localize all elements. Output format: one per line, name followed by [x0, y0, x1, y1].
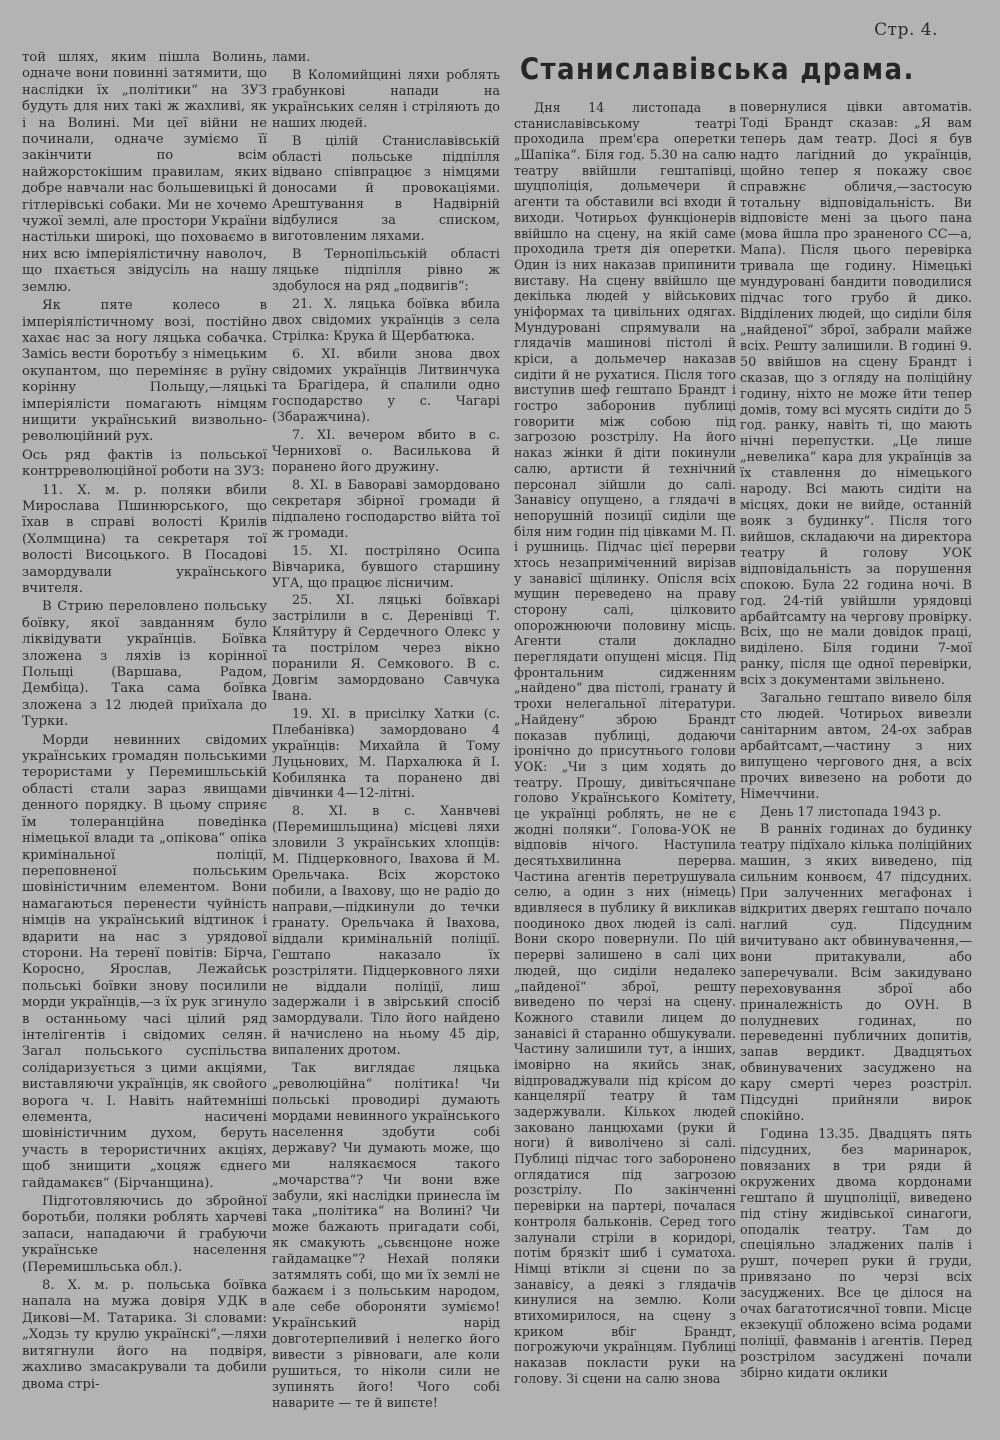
column-4	[740, 100, 972, 1384]
article-headline: Станиславівська драма.	[520, 52, 915, 86]
paragraph: 8. ХІ. в Бавораві замордовано секретаря збірної громади й підпалено господарство війта тої ж громади.	[272, 477, 500, 541]
paragraph: День 17 листопада 1943 р.	[760, 804, 942, 820]
paragraph: Так виглядає ляцька „революційна“ політика! Чи польські проводирі думають мордами невинного українського населення здобути собі державу? Чи думають може, що ми налякаємося такого „мочарства“? Чи вони вже забули, які наслідки принесла їм така „політика“ на Волині? Чи може бажають пригадати собі, як смакують „сьвєнцоне ноже гайдамацке“? Нехай поляки затямлять собі, що ми їх землі не бажаєм і з польським народом, але себе обороняти зуміємо! Український нарід довготерпеливий і нелегко його вивести з рівноваги, але коли рушиться, то ніколи сили не зупинять його! Чого собі наварите — те й випєте!	[272, 1061, 500, 1411]
column-1	[22, 50, 267, 1395]
paragraph: 21. Х. ляцька боївка вбила двох свідомих українців з села Стрілка: Крука й Щербатюка.	[272, 296, 500, 344]
paragraph: 15. ХІ. постріляно Осипа Вівчарика, бувшого старшину УГА, що працює лісничим.	[272, 543, 500, 591]
paragraph: Підготовляючись до збройної боротьби, поляки роблять харчеві запаси, нападаючи й грабуючи українське населення (Перемишльська обл.).	[22, 1194, 267, 1275]
paragraph: 25. ХІ. ляцькі боївкарі застрілили в с. Деренівці Т. Кляйтуру й Сердечного Олекс у та пострілом через вікно поранили Я. Семкового. В с. Довгім замордовано Савчука Івана.	[272, 593, 500, 704]
paragraph: 6. ХІ. вбили знова двох свідомих українців Литвинчука та Брагідера, й спалили одно господарство у с. Чагарі (Збаражчина).	[272, 346, 500, 426]
paragraph: 8. Х. м. р. польська боївка напала на мужа довіря УДК в Дикові—М. Татарика. Зі словами: „Ходзь ту крулю українскі“,—ляхи витягнули його на подвіря, жахливо змасакрували та добили двома стрі-	[22, 1278, 267, 1392]
paragraph: Дня 14 листопада в станиславівському театрі проходила прем'єра оперетки „Шапіка“. Біля год. 5.30 на салю театру ввійшли гештапівці, шуцполіція, дольмечери й агенти та обставили всі входи й виходи. Чотирьох функціонерів ввійшло на сцену, на якій саме проходила третя дія оперетки. Один із них наказав припинити виставу. На сцену ввійшло ще декілька людей у військових уніформах та цивільних одягах. Мундуровані спрямували на глядачів машинові пістолі й кріси, а дольмечер наказав сидіти й не рухатися. Після того виступив шеф гештапо Брандт і гостро заборонив публиці говорити між собою під загрозою розстрілу. На його наказ жінки й діти покинули салю, артисти й технічний персонал зійшли до салі. Занавісу опущено, а глядачі в непорушній позиції сиділи ще біля ним годин під цівками М. П. і рушниць. Підчас цієї перерви хтось незаприміченний вирізав у занавісї щілинку. Опісля всіх мущин переведено на праву сторону салі, цілковито опорожнюючи половину місць. Агенти стали докладно переглядати опущені місця. Під фронтальним сидженням „найдено“ два пістолі, гранату й трохи нелегальної літератури. „Найдену“ зброю Брандт показав публиці, додаючи іронічно до присутнього голови УОК: „Чи з цим ходять до театру. Прошу, дивітьсячпане голово Українського Комітету, це українці роблять, не не є жодні поляки“. Голова-УОК не відповів нічого. Наступила десятьхвилинна перерва. Частина агентів перетрушувала селю, а один з них (німець) вдивляеся в публику й викликав поодиноко двох людей із салі. Вони скоро повернули. По цій перерві залишено в салі цих людей, що сиділи недалеко „пайденої“ зброї, решту виведено по черзі на сцену. Кожного ставили лицем до занавісі й старанно обшукували. Частину залишили тут, а інших, імовірно на якийсь знак, відпроваджували під крісом до канцелярії театру й там задержували. Кількох людей заковано ланцюхами (руки й ноги) й виволічено зі салі. Публиці підчас того заборонено оглядатися під загрозою розстрілу. По закінченні перевірки на партері, почалася контроля бальконів. Серед того залунали стріли в коридорі, потім брязкіт шиб і суматоха. Німці втікли зі сцени по за занавісу, а деякі з глядачів кинулися на землю. Коли втихомирилося, на сцену з криком вбіг Брандт, погрожуючи українцям. Публиці наказав покласти руки на голову. Зі сцени на салю знова	[514, 100, 736, 1386]
paragraph: 8. ХІ. в с. Ханвчеві (Перемишльщина) місцеві ляхи зловили 3 українських хлопців: М. Підцерковного, Івахова й М. Орельчака. Всіх жорстоко побили, а Івахову, що не радіо до направи,—підкинули до течки гранату. Орельчака й Івахова, віддали кримінальній поліції. Гештапо наказало їх розстріляти. Підцерковного ляхи не віддали поліції, лиш задержали і в звірський спосіб замордували. Тіло його найдено й начислено на ньому 45 дір, випалених дротом.	[272, 804, 500, 1059]
column-3	[514, 100, 736, 1388]
paragraph: Година 13.35. Двадцять пять підсудних, без маринарок, повязаних в три ряди й окружених двома кордонами гештапо й шуцполіції, виведено під стіну жидівської синагоги, оподалік театру. Там до спеціяльно зладжених палів і рушт, почереп руки й груди, привязано по черзі всіх засуджених. Все це ділося на очах багатотисячної товпи. Місце екзекуції обложено всіма родами поліції, фавманів і агентів. Перед розстрілом засуджені почали збірно кидати оклики	[740, 1127, 972, 1381]
paragraph: повернулися цівки автоматів. Тоді Брандт сказав: „Я вам теперь дам театр. Досі я був надто лагідний до українців, щойно тепер я покажу своє справжнє обличя,—застосую тотальну відповідальність. Ви відповісте мені за цього пана (мова йшла про зраненого СС—а, Мапа). Після цього перевірка тривала ще годину. Німецькі мундуровані бандити поводилися підчас того грубо й дико. Відділених людей, що сиділи біля „найденої“ зброї, забрали майже всіх. Решту залишили. В годині 9. 50 ввійшов на сцену Брандт і сказав, що з огляду на поліційну годину, ніхто не може йти тепер домів, тому всі мусять сидіти до 5 год. ранку, навіть ті, що мають нічні перепустки. „Це лише „невелика“ кара для українців за їх ставлення до німецького народу. Всі мають сидіти на місцях, доки не вийде, останній вояк з будинку“. Після того вийшов, складаючи на директора театру й голову УОК відповідальність за порушення спокою. Була 22 година ночі. В год. 24-тій увійшли урядовці арбайтсамту на чергову провірку. Всіх, що не мали довідок праці, виділено. Біля години 7-мої ранку, після ще одної перевірки, всіх з документами звільнено.	[740, 100, 972, 689]
paragraph: Морди невинних свідомих українських громадян польськими терористами у Перемишльській області стали зараз явищами денного порядку. В цьому сприяє їм толеранційна поведінка німецької влади та „опікова“ опіка кримінальної поліції, переповненої польським шовіністичним елементом. Вони намагаються перенести чуйність німців на український відтинок і вдарити на нас з урядової сторони. На теренї повітів: Бірча, Коросно, Ярослав, Лежайськ польські боївки знову посилили морди українців,—з їх рук згинуло в останньому часі цілий ряд інтелігентів і свідомих селян. Загал польського суспільства солідаризується з цими акціями, виставляючи українців, як свойого ворога ч. І. Навіть найтемніші елемента, насичені шовіністичним духом, беруть участь в терористичних акціях, щоб знищити „хоцяж єднего гайдамакєв“ (Бірчанщина).	[22, 732, 267, 1191]
paragraph: 11. Х. м. р. поляки вбили Мирослава Пшинюрського, що їхав в справі волості Крилів (Холмщина) та секретаря тої волості Висоцького. В Посадові замордували українського вчителя.	[22, 482, 267, 596]
paragraph: В цілій Станиславівській області польське підпілля відвано співпрацює з німцями доносами й провокаціями. Арештування в Надвірній відбулися за списком, виготовленим ляхами.	[272, 133, 500, 245]
paragraph: лами.	[272, 50, 311, 65]
paragraph: В Коломийщині ляхи роблять грабункові напади на українських селян і стріляють до наших людей.	[272, 67, 500, 131]
paragraph: Ось ряд фактів із польської контрреволюційної роботи на ЗУЗ:	[22, 447, 267, 480]
paragraph: 19. ХІ. в присілку Хатки (с. Плебанівка) замордовано 4 українців: Михайла й Тому Луцьнових, М. Пархалюка й І. Кобилянка та поранено дві дівчинки 4—12-літні.	[272, 706, 500, 802]
column-2	[272, 50, 500, 1413]
paragraph: В Стрию переловлено польську боївку, якої завданням було ліквідувати українців. Боївка зложена з ляхів із корінної Польщі (Варшава, Радом, Дембіца). Така сама боївка зложена з 12 людей приїхала до Турки.	[22, 599, 267, 730]
paragraph: 7. ХІ. вечером вбито в с. Черниховї о. Василькова й поранено його дружину.	[272, 428, 500, 476]
paragraph: Як пяте колесо в імперіялістичному возі, постійно хахає нас за ногу ляцька собачка. Замісь вести боротьбу з німецьким окупантом, що переміняє в руїну корінну Польщу,—ляцькі імперіялісти помагають німцям нищити український визвольно-революційний рух.	[22, 298, 267, 445]
paragraph: В Тернопільській області ляцьке підпілля рівно ж здобулося на ряд „подвигів“:	[272, 247, 500, 294]
page-number: Стр. 4.	[874, 20, 938, 40]
paragraph: той шлях, яким пішла Волинь, одначе вони повинні затямити, що наслідки їх „політики“ на ЗУЗ будуть для них такі ж жахливі, як і на Волині. Ми цеї війни не починали, одначе зуміємо її закінчити по всім найжорстокішим правилам, яких добре навчали нас большевицькі й гітлерівські собаки. Ми не хочемо чужої землі, але простори України настільки широкі, що поховаємо в них всю імперіялістичну наволоч, що пхається звідусіль на нашу землю.	[22, 50, 267, 295]
paragraph: В ранніх годинах до будинку театру підїхало кілька поліційних машин, з яких виведено, під сильним конвоєм, 47 підсудних. При залученних мегафонах і відкритих дверях гештапо почало наглий суд. Підсудним вичитувано акт обвинувачення,—вони притакували, або заперечували. Всім закидувано переховування зброї або приналежність до ОУН. В полудневих годинах, по переведенні публичних допитів, запав вердикт. Двадцятьох обвинувачених засуджено на кару смерті через розстріл. Підсудні прийняли вирок спокійно.	[740, 822, 972, 1125]
paragraph: Загально гештапо вивело біля сто людей. Чотирьох вивезли санітарним автом, 24-ох забрав арбайтсамт,—частину з них випущено чергового дня, а всіх прочих вивезено на роботи до Німеччини.	[740, 691, 972, 802]
